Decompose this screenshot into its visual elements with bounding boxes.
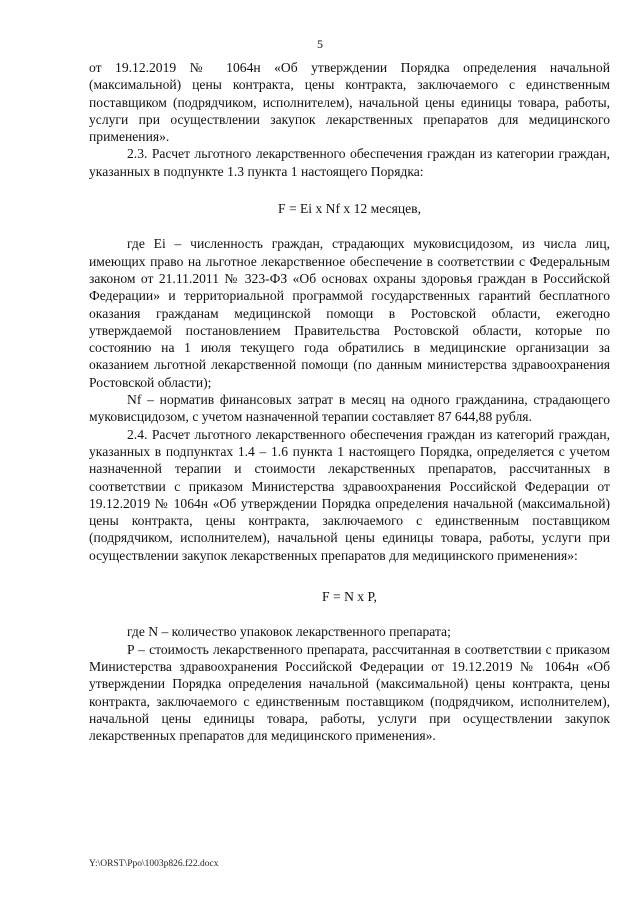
paragraph-n-definition: где N – количество упаковок лекарственного препарата;	[127, 624, 451, 640]
paragraph-p-definition: P – стоимость лекарственного препарата, рассчитанная в соответствии с приказом Министерства здравоохранения Российской Федерации от 19.12.2019 № 1064н «Об утверждении Порядка определения начальной (максимальной) цены контракта, цены контракта, заключаемого с единственным поставщиком (подрядчиком, исполнителем), начальной цены единицы товара, работы, услуги при осуществлении закупок лекарственных препаратов для медицинского применения».	[89, 641, 610, 744]
formula-f-n-p: F = N x P,	[322, 589, 377, 605]
paragraph-order-continuation: от 19.12.2019 № 1064н «Об утверждении Порядка определения начальной (максимальной) цены контракта, цены контракта, заключаемого с единственным поставщиком (подрядчиком, исполнителем), начальной цены единицы товара, работы, услуги при осуществлении закупок лекарственных препаратов для медицинского применения».	[89, 60, 610, 145]
paragraph-ei-definition: где Ei – численность граждан, страдающих муковисцидозом, из числа лиц, имеющих право на льготное лекарственное обеспечение в соответствии с Федеральным законом от 21.11.2011 № 323-ФЗ «Об основах охраны здоровья граждан в Российской Федерации» и территориальной программой государственных гарантий бесплатного оказания гражданам медицинской помощи в Ростовской области, ежегодно утверждаемой постановлением Правительства Ростовской области, которые по состоянию на 1 июля текущего года обратились в медицинские организации за оказанием льготной лекарственной помощи (по данным министерства здравоохранения Ростовской области);	[89, 236, 610, 390]
paragraph-section-2-3: 2.3. Расчет льготного лекарственного обеспечения граждан из категории граждан, указанных в подпункте 1.3 пункта 1 настоящего Порядка:	[89, 146, 610, 179]
page-number: 5	[317, 37, 323, 51]
formula-f-ei-nf: F = Ei x Nf x 12 месяцев,	[277, 201, 421, 217]
paragraph-nf-definition: Nf – норматив финансовых затрат в месяц на одного гражданина, страдающего муковисцидозом, с учетом назначенной терапии составляет 87 644,88 рубля.	[89, 392, 610, 425]
footer-file-path: Y:\ORST\Ppo\1003p826.f22.docx	[89, 859, 219, 869]
paragraph-section-2-4: 2.4. Расчет льготного лекарственного обеспечения граждан из категорий граждан, указанных в подпунктах 1.4 – 1.6 пункта 1 настоящего Порядка, определяется с учетом назначенной терапии и стоимости лекарственных препаратов, рассчитанных в соответствии с приказом Министерства здравоохранения Российской Федерации от 19.12.2019 № 1064н «Об утверждении Порядка определения начальной (максимальной) цены контракта, цены контракта, заключаемого с единственным поставщиком (подрядчиком, исполнителем), начальной цены единицы товара, работы, услуги при осуществлении закупок лекарственных препаратов для медицинского применения»:	[89, 426, 610, 563]
document-body	[89, 59, 610, 744]
